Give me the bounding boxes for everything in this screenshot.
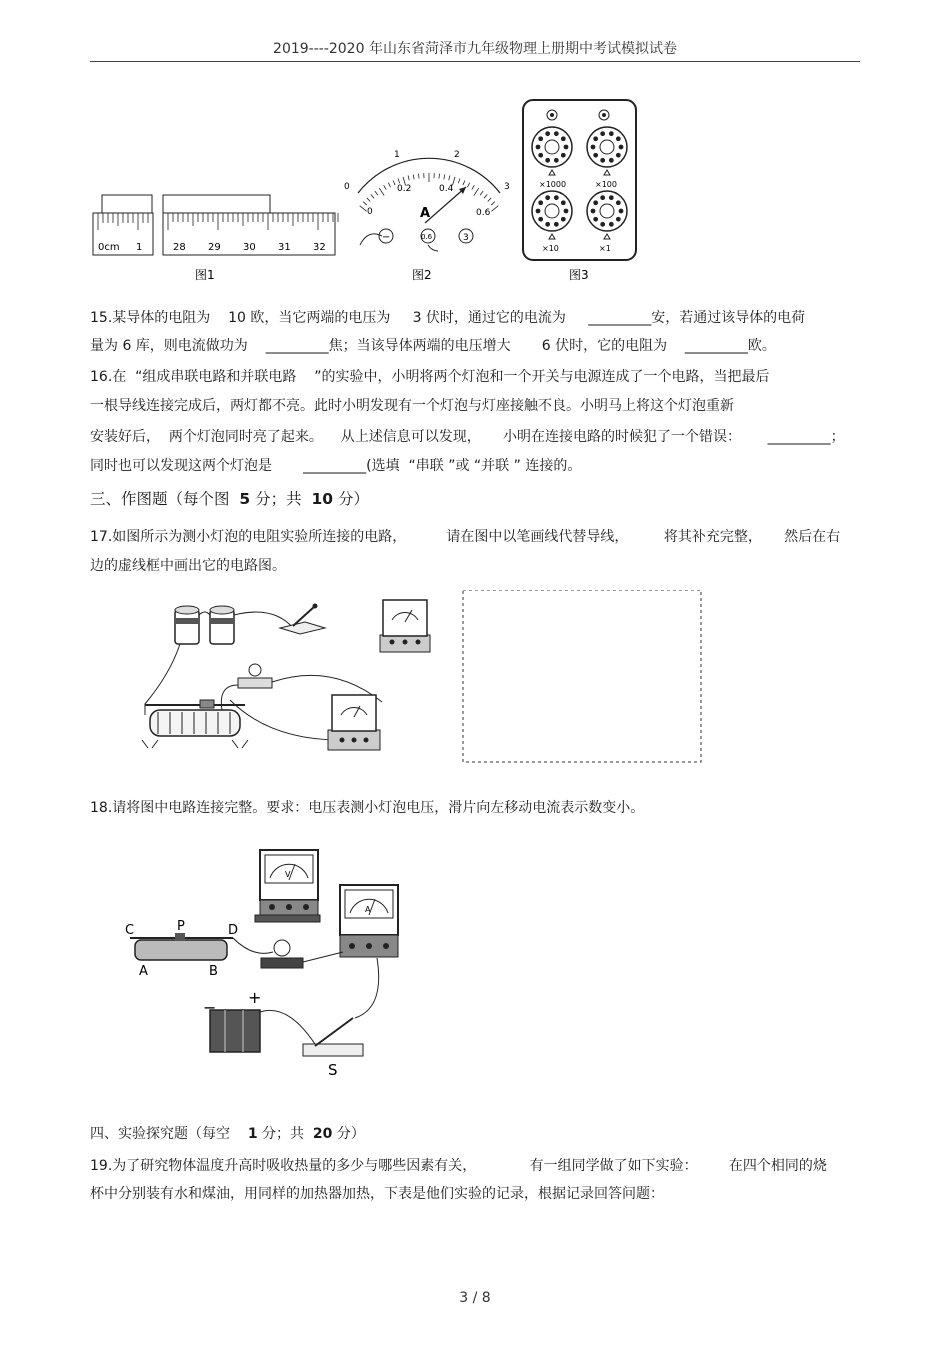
ammeter-label: A xyxy=(365,905,371,914)
resistance-box xyxy=(523,100,636,260)
ruler-right-label-4: 32 xyxy=(313,242,326,253)
q15-line1: 15.某导体的电阻为 10 欧，当它两端的电压为 3 伏时，通过它的电流为 _________安，若通过该导体的电荷 xyxy=(90,310,806,326)
ammeter-dial xyxy=(344,150,510,251)
q18-line1: 18.请将图中电路连接完整。要求：电压表测小灯泡电压，滑片向左移动电流表示数变小。 xyxy=(90,800,645,816)
rheostat-C: C xyxy=(125,923,135,938)
fig3-caption: 图3 xyxy=(569,268,589,282)
page-number: 3 / 8 xyxy=(459,1290,491,1306)
dial-mult-10: ×10 xyxy=(542,244,559,253)
q19-line1: 19.为了研究物体温度升高时吸收热量的多少与哪些因素有关， 有一组同学做了如下实验： 在四个相同的烧 xyxy=(90,1158,827,1174)
terminal-3: 3 xyxy=(463,233,469,243)
section3-heading: 三、作图题（每个图 5 分；共 10 分） xyxy=(90,490,369,508)
rheostat-D: D xyxy=(228,923,239,938)
rheostat-A: A xyxy=(139,964,148,979)
dial-outer-2: 2 xyxy=(454,150,460,160)
rheostat-q17 xyxy=(142,700,248,748)
q17-line2: 边的虚线框中画出它的电路图。 xyxy=(90,558,286,574)
ruler-right xyxy=(163,195,338,255)
q17-circuit-figure xyxy=(130,590,710,770)
page-header: 2019----2020 年山东省菏泽市九年级物理上册期中考试模拟试卷 xyxy=(273,41,677,57)
ruler-left-label-0: 0cm xyxy=(98,242,120,253)
battery-1 xyxy=(175,606,199,644)
q16-line3: 安装好后， 两个灯泡同时亮了起来。 从上述信息可以发现， 小明在连接电路的时候犯了一个错误： _________； xyxy=(90,429,845,445)
dial-unit: A xyxy=(420,206,431,221)
bulb-q17 xyxy=(238,664,272,688)
q16-line4: 同时也可以发现这两个灯泡是 _________(选填 “串联 ”或 “并联 ” 连接的。 xyxy=(90,458,582,474)
dial-inner-2: 0.4 xyxy=(439,184,454,194)
voltmeter-q17 xyxy=(328,695,380,750)
q15-line2: 量为 6 库，则电流做功为 _________焦；当该导体两端的电压增大 6 伏时，它的电阻为 _________欧。 xyxy=(90,338,776,354)
q18-circuit-figure xyxy=(115,840,425,1080)
voltmeter-q18 xyxy=(255,850,320,922)
rheostat-q18 xyxy=(125,919,238,979)
q16-line2: 一根导线连接完成后，两灯都不亮。此时小明发现有一个灯泡与灯座接触不良。小明马上将这个灯泡重新 xyxy=(90,398,734,414)
bulb-q18 xyxy=(261,940,303,968)
terminal-06: 0.6 xyxy=(421,233,433,241)
rheostat-B: B xyxy=(209,964,218,979)
ammeter-q17 xyxy=(380,600,430,652)
section4-heading: 四、实验探究题（每空 1 分；共 20 分） xyxy=(90,1126,365,1142)
q17-line1: 17.如图所示为测小灯泡的电阻实验所连接的电路， 请在图中以笔画线代替导线， 将其补充完整， 然后在右 xyxy=(90,529,841,545)
terminal-minus: − xyxy=(382,232,391,243)
dial-mult-1: ×1 xyxy=(599,244,611,253)
voltmeter-label: V xyxy=(285,870,291,879)
header-rule xyxy=(90,61,860,62)
fig1-caption: 图1 xyxy=(195,268,215,282)
knife-switch xyxy=(280,604,325,635)
dial-mult-1000: ×1000 xyxy=(539,180,567,189)
ruler-left xyxy=(93,195,153,255)
rheostat-P: P xyxy=(177,919,185,934)
dial-outer-0: 0 xyxy=(344,182,350,192)
battery-q18 xyxy=(203,988,261,1052)
q19-line2: 杯中分别装有水和煤油，用同样的加热器加热，下表是他们实验的记录，根据记录回答问题： xyxy=(90,1186,664,1202)
battery-2 xyxy=(210,606,234,644)
dial-outer-3: 3 xyxy=(504,182,510,192)
circuit-diagram-box[interactable] xyxy=(463,590,701,762)
ruler-right-label-0: 28 xyxy=(173,242,186,253)
switch-S: S xyxy=(328,1061,338,1079)
ruler-right-label-3: 31 xyxy=(278,242,291,253)
ruler-left-label-1: 1 xyxy=(136,242,143,253)
battery-plus: + xyxy=(248,988,262,1007)
ammeter-q18 xyxy=(340,885,398,957)
dial-inner-3: 0.6 xyxy=(476,208,491,218)
ruler-right-label-2: 30 xyxy=(243,242,256,253)
q16-line1: 16.在 “组成串联电路和并联电路 ”的实验中，小明将两个灯泡和一个开关与电源连成了一个电路，当把最后 xyxy=(90,369,770,385)
dial-inner-1: 0.2 xyxy=(397,184,412,194)
ruler-right-label-1: 29 xyxy=(208,242,221,253)
fig2-caption: 图2 xyxy=(412,268,432,282)
dial-mult-100: ×100 xyxy=(595,180,617,189)
dial-inner-0: 0 xyxy=(367,207,373,217)
battery-minus: − xyxy=(203,998,217,1017)
dial-outer-1: 1 xyxy=(394,150,400,160)
switch-q18 xyxy=(303,1018,363,1079)
top-figures xyxy=(90,95,650,290)
